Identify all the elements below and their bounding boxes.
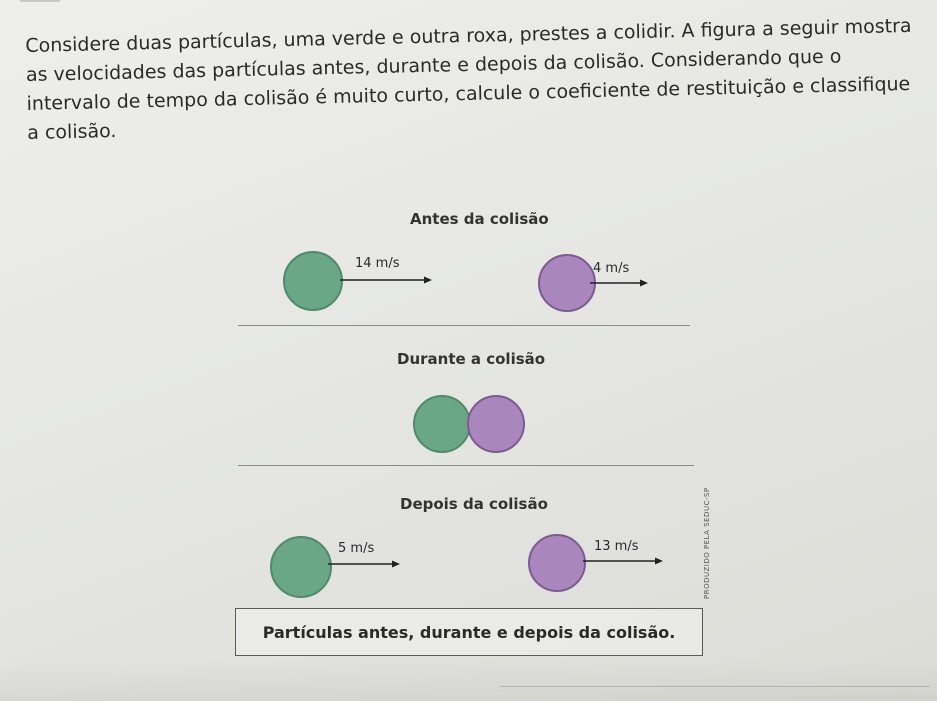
green-particle-after xyxy=(270,536,332,598)
purple-particle-before xyxy=(538,254,596,312)
divider-1 xyxy=(238,325,690,326)
top-rule xyxy=(20,0,60,2)
during-title: Durante a colisão xyxy=(397,350,546,368)
after-title: Depois da colisão xyxy=(400,495,548,513)
purple-arrow-after xyxy=(583,556,663,566)
figure-caption: Partículas antes, durante e depois da colisão. xyxy=(235,608,703,656)
purple-velocity-before: 4 m/s xyxy=(593,261,630,276)
green-arrow-after xyxy=(328,559,400,569)
purple-particle-during xyxy=(467,395,525,453)
purple-particle-after xyxy=(528,534,586,592)
credit-text: PRODUZIDO PELA SEDUC-SP xyxy=(703,487,711,599)
green-arrow-before xyxy=(340,275,432,285)
question-text: Considere duas partículas, uma verde e outra roxa, prestes a colidir. A figura a seguir mostra as velocidades das partículas antes, durante e depois da colisão. Considerando que o intervalo de tempo da colisão é muito curto, calcule o coeficiente de restituição e classifique a colisão. xyxy=(25,14,912,144)
purple-arrow-before xyxy=(590,278,648,288)
green-particle-before xyxy=(283,251,343,311)
purple-velocity-after: 13 m/s xyxy=(594,539,639,554)
before-title: Antes da colisão xyxy=(410,210,549,228)
page-shadow xyxy=(0,661,937,701)
green-velocity-after: 5 m/s xyxy=(338,541,375,556)
green-velocity-before: 14 m/s xyxy=(355,256,400,271)
divider-2 xyxy=(238,465,694,466)
green-particle-during xyxy=(413,395,471,453)
